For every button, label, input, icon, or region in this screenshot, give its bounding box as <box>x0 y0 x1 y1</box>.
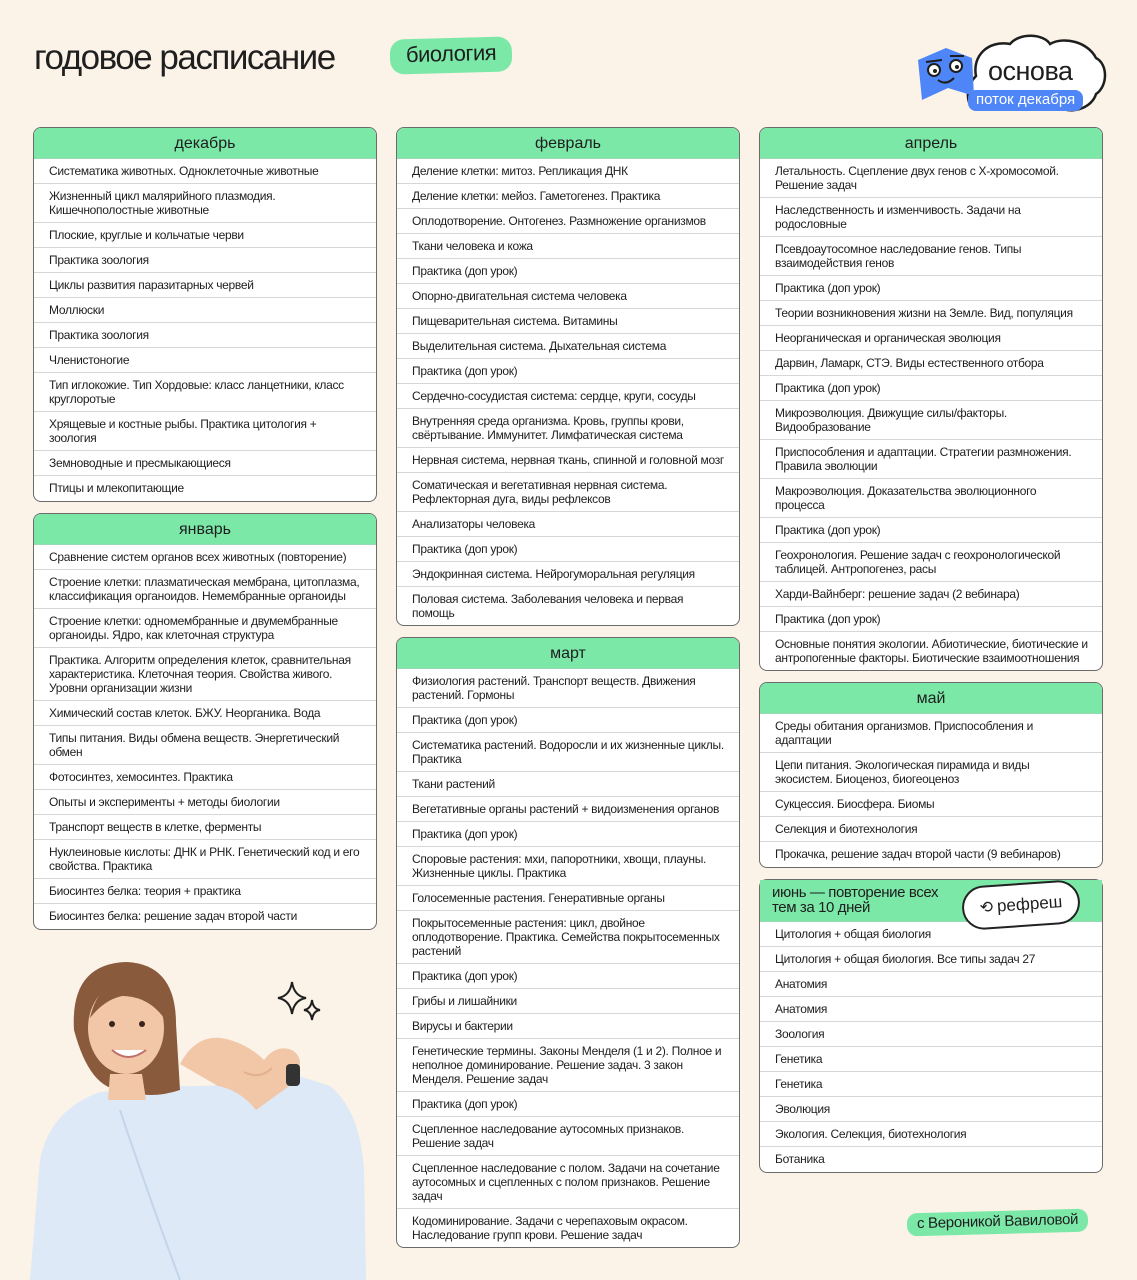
topic-item: Цепи питания. Экологическая пирамида и виды экосистем. Биоценоз, биогеоценоз <box>760 753 1102 792</box>
topic-item: Строение клетки: одномембранные и двумембранные органоиды. Ядро, как клеточная структура <box>34 609 376 648</box>
topic-item: Сравнение систем органов всех животных (повторение) <box>34 545 376 570</box>
topic-item: Членистоногие <box>34 348 376 373</box>
month-title: июнь — повторение всех тем за 10 дней <box>772 884 939 916</box>
month-title: апрель <box>760 128 1102 159</box>
month-title: март <box>397 638 739 669</box>
topic-list <box>34 545 376 929</box>
topic-item: Типы питания. Виды обмена веществ. Энергетический обмен <box>34 726 376 765</box>
column-1 <box>33 127 377 941</box>
topic-item: Зоология <box>760 1022 1102 1047</box>
topic-item: Генетика <box>760 1047 1102 1072</box>
topic-item: Цитология + общая биология <box>760 922 1102 947</box>
topic-list <box>397 669 739 1247</box>
topic-list <box>34 159 376 501</box>
topic-item: Микроэволюция. Движущие силы/факторы. Видообразование <box>760 401 1102 440</box>
topic-item: Эндокринная система. Нейрогуморальная регуляция <box>397 562 739 587</box>
topic-list <box>760 159 1102 670</box>
topic-item: Геохронология. Решение задач с геохронологической таблицей. Антропогенез, расы <box>760 543 1102 582</box>
topic-item: Транспорт веществ в клетке, ферменты <box>34 815 376 840</box>
month-card-april <box>759 127 1103 671</box>
topic-item: Практика (доп урок) <box>760 518 1102 543</box>
column-2 <box>396 127 740 1259</box>
month-card-december <box>33 127 377 502</box>
topic-item: Соматическая и вегетативная нервная система. Рефлекторная дуга, виды рефлексов <box>397 473 739 512</box>
refresh-label: рефреш <box>996 892 1063 916</box>
topic-item: Практика (доп урок) <box>397 259 739 284</box>
refresh-badge <box>961 879 1082 931</box>
topic-item: Сердечно-сосудистая система: сердце, круги, сосуды <box>397 384 739 409</box>
topic-item: Сукцессия. Биосфера. Биомы <box>760 792 1102 817</box>
topic-item: Практика (доп урок) <box>397 822 739 847</box>
topic-item: Практика (доп урок) <box>397 1092 739 1117</box>
topic-item: Строение клетки: плазматическая мембрана, цитоплазма, классификация органоидов. Немембранные органоиды <box>34 570 376 609</box>
june-header <box>760 880 1102 922</box>
topic-item: Вирусы и бактерии <box>397 1014 739 1039</box>
month-title: февраль <box>397 128 739 159</box>
topic-item: Оплодотворение. Онтогенез. Размножение организмов <box>397 209 739 234</box>
topic-item: Ткани растений <box>397 772 739 797</box>
topic-item: Практика (доп урок) <box>397 359 739 384</box>
topic-item: Систематика растений. Водоросли и их жизненные циклы. Практика <box>397 733 739 772</box>
topic-item: Неорганическая и органическая эволюция <box>760 326 1102 351</box>
month-card-may <box>759 682 1103 868</box>
topic-item: Сцепленное наследование с полом. Задачи на сочетание аутосомных и сцепленных с полом признаков. Решение задач <box>397 1156 739 1209</box>
topic-item: Половая система. Заболевания человека и первая помощь <box>412 592 684 620</box>
topic-item: Анатомия <box>760 972 1102 997</box>
topic-item: Практика (доп урок) <box>760 276 1102 301</box>
topic-item: Опорно-двигательная система человека <box>397 284 739 309</box>
topic-list <box>760 922 1102 1172</box>
teacher-photo <box>30 960 366 1280</box>
topic-item: Генетика <box>760 1072 1102 1097</box>
topic-item: Покрытосеменные растения: цикл, двойное оплодотворение. Практика. Семейства покрытосеменных растений <box>397 911 739 964</box>
topic-item: Биосинтез белка: теория + практика <box>34 879 376 904</box>
page-title: годовое расписание <box>34 38 335 77</box>
topic-item: Земноводные и пресмыкающиеся <box>34 451 376 476</box>
topic-item: Наследственность и изменчивость. Задачи на родословные <box>760 198 1102 237</box>
topic-item: Биосинтез белка: решение задач второй части <box>49 909 297 923</box>
topic-item: Цитология + общая биология. Все типы задач 27 <box>760 947 1102 972</box>
logo-wordmark: основа <box>988 56 1073 86</box>
topic-item: Практика (доп урок) <box>760 376 1102 401</box>
topic-item: Хрящевые и костные рыбы. Практика цитология + зоология <box>34 412 376 451</box>
topic-item: Практика (доп урок) <box>760 607 1102 632</box>
topic-item: Внутренняя среда организма. Кровь, группы крови, свёртывание. Иммунитет. Лимфатическая система <box>397 409 739 448</box>
month-title: декабрь <box>34 128 376 159</box>
topic-item: Практика (доп урок) <box>397 708 739 733</box>
month-card-march <box>396 637 740 1248</box>
topic-item: Деление клетки: мейоз. Гаметогенез. Практика <box>397 184 739 209</box>
topic-list <box>760 714 1102 867</box>
topic-item: Дарвин, Ламарк, СТЭ. Виды естественного отбора <box>760 351 1102 376</box>
topic-item: Практика (доп урок) <box>397 537 739 562</box>
topic-item: Тип иглокожие. Тип Хордовые: класс ланцетники, класс круглоротые <box>34 373 376 412</box>
topic-item: Вегетативные органы растений + видоизменения органов <box>397 797 739 822</box>
topic-item: Практика. Алгоритм определения клеток, сравнительная характеристика. Клеточная теория. Свойства живого. Уровни организации жизни <box>34 648 376 701</box>
topic-item: Псевдоаутосомное наследование генов. Типы взаимодействия генов <box>760 237 1102 276</box>
month-card-january <box>33 513 377 930</box>
topic-item: Приспособления и адаптации. Стратегии размножения. Правила эволюции <box>760 440 1102 479</box>
topic-item: Плоские, круглые и кольчатые черви <box>34 223 376 248</box>
month-title: май <box>760 683 1102 714</box>
topic-item: Систематика животных. Одноклеточные животные <box>34 159 376 184</box>
topic-item: Основные понятия экологии. Абиотические, биотические и антропогенные факторы. Биотические взаимоотношения <box>775 637 1088 665</box>
topic-item: Экология. Селекция, биотехнология <box>760 1122 1102 1147</box>
topic-item: Деление клетки: митоз. Репликация ДНК <box>397 159 739 184</box>
topic-item: Нервная система, нервная ткань, спинной и головной мозг <box>397 448 739 473</box>
topic-item: Химический состав клеток. БЖУ. Неорганика. Вода <box>34 701 376 726</box>
topic-item: Анализаторы человека <box>397 512 739 537</box>
month-card-february <box>396 127 740 626</box>
refresh-arrows-icon: ⟲ <box>979 898 994 917</box>
topic-item: Селекция и биотехнология <box>760 817 1102 842</box>
topic-item: Пищеварительная система. Витамины <box>397 309 739 334</box>
topic-item: Голосеменные растения. Генеративные органы <box>397 886 739 911</box>
topic-item: Ботаника <box>775 1152 825 1166</box>
month-title: январь <box>34 514 376 545</box>
topic-item: Кодоминирование. Задачи с черепаховым окрасом. Наследование групп крови. Решение задач <box>412 1214 688 1242</box>
topic-item: Споровые растения: мхи, папоротники, хвощи, плауны. Жизненные циклы. Практика <box>397 847 739 886</box>
topic-item: Сцепленное наследование аутосомных признаков. Решение задач <box>397 1117 739 1156</box>
topic-item: Выделительная система. Дыхательная система <box>397 334 739 359</box>
column-3 <box>759 127 1103 1184</box>
stream-badge: поток декабря <box>968 90 1083 111</box>
topic-item: Фотосинтез, хемосинтез. Практика <box>34 765 376 790</box>
topic-item: Теории возникновения жизни на Земле. Вид, популяция <box>760 301 1102 326</box>
topic-item: Практика зоология <box>34 323 376 348</box>
subject-tag: биология <box>390 36 513 74</box>
topic-item: Физиология растений. Транспорт веществ. Движения растений. Гормоны <box>397 669 739 708</box>
topic-item: Прокачка, решение задач второй части (9 вебинаров) <box>775 847 1061 861</box>
topic-list <box>397 159 739 625</box>
topic-item: Генетические термины. Законы Менделя (1 и 2). Полное и неполное доминирование. Решение задач. 3 закон Менделя. Решение задач <box>397 1039 739 1092</box>
topic-item: Практика (доп урок) <box>397 964 739 989</box>
topic-item: Макроэволюция. Доказательства эволюционного процесса <box>760 479 1102 518</box>
author-tag: с Вероникой Вавиловой <box>907 1209 1089 1237</box>
topic-item: Птицы и млекопитающие <box>49 481 184 495</box>
topic-item: Летальность. Сцепление двух генов с Х-хромосомой. Решение задач <box>760 159 1102 198</box>
topic-item: Моллюски <box>34 298 376 323</box>
topic-item: Практика зоология <box>34 248 376 273</box>
topic-item: Среды обитания организмов. Приспособления и адаптации <box>760 714 1102 753</box>
topic-item: Циклы развития паразитарных червей <box>34 273 376 298</box>
topic-item: Жизненный цикл малярийного плазмодия. Кишечнополостные животные <box>34 184 376 223</box>
topic-item: Нуклеиновые кислоты: ДНК и РНК. Генетический код и его свойства. Практика <box>34 840 376 879</box>
topic-item: Анатомия <box>760 997 1102 1022</box>
topic-item: Грибы и лишайники <box>397 989 739 1014</box>
topic-item: Опыты и эксперименты + методы биологии <box>34 790 376 815</box>
topic-item: Ткани человека и кожа <box>397 234 739 259</box>
topic-item: Эволюция <box>760 1097 1102 1122</box>
month-card-june <box>759 879 1103 1173</box>
topic-item: Харди-Вайнберг: решение задач (2 вебинара) <box>760 582 1102 607</box>
